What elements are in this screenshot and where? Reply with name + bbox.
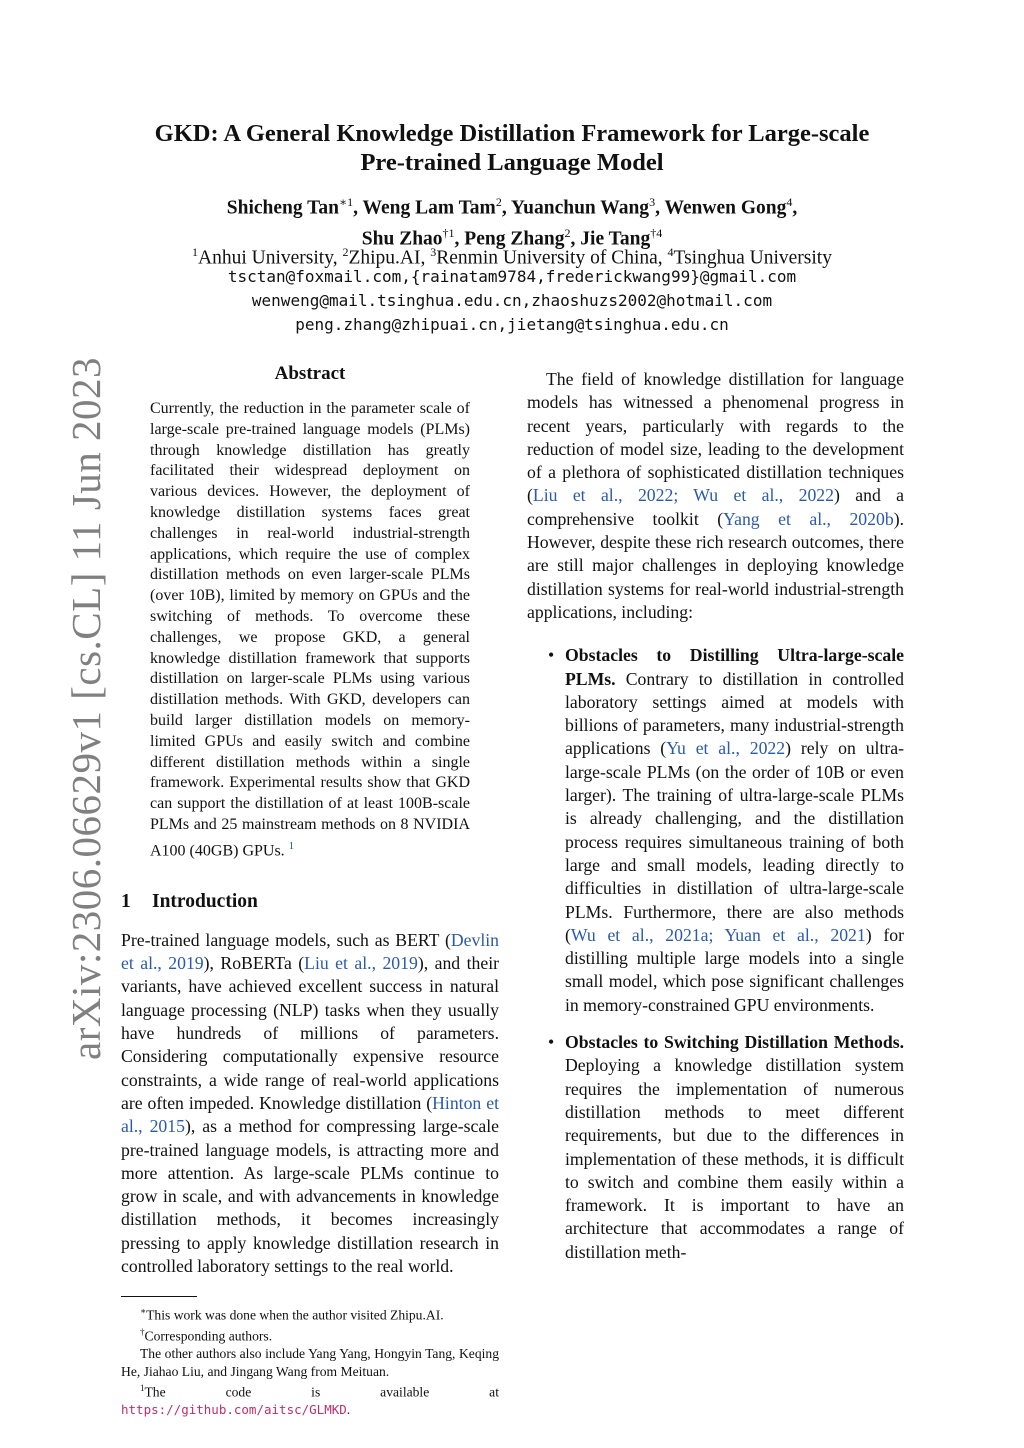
footnote-mark: ∗ — [140, 1306, 147, 1317]
text-run: Contrary to distillation in controlled laboratory settings aimed at models with billions of parameters, many industrial-strength applications ( — [565, 668, 904, 759]
text-run: The field of knowledge distillation for language models has witnessed a phenomenal progress in recent years, particularly with regards to the reduction of model size, leading to the development of a plethora of sophisticated distillation techniques ( — [527, 369, 904, 506]
author-mark: †1 — [442, 225, 455, 240]
author-name: Wenwen Gong — [664, 197, 787, 219]
email-line: tsctan@foxmail.com,{rainatam9784,frederickwang99}@gmail.com — [227, 267, 797, 286]
footnote — [121, 1380, 499, 1419]
author-name: Peng Zhang — [464, 228, 565, 249]
author-separator: , — [655, 197, 665, 219]
citation-link[interactable]: Wu et al., 2021a; Yuan et al., 2021 — [570, 924, 866, 945]
citation-link[interactable]: Hinton et al., 2015 — [121, 1092, 499, 1137]
footnote-mark: 1 — [140, 1383, 145, 1394]
paper-title — [100, 119, 924, 177]
author-name: Jie Tang — [580, 228, 651, 249]
footnote-text: This work was done when the author visited Zhipu.AI. — [146, 1307, 444, 1323]
author-mark: ∗1 — [338, 195, 354, 209]
citation-link[interactable]: Yu et al., 2022 — [666, 738, 786, 759]
title-line: Pre-trained Language Model — [360, 149, 664, 176]
author-name: Weng Lam Tam — [362, 197, 496, 219]
bullet-icon: • — [548, 645, 555, 666]
text-run: Pre-trained language models, such as BERT ( — [121, 929, 451, 950]
text-run: ), and their variants, have achieved excellent success in natural language processing (NLP) tasks when they usually have hundreds of millions of parameters. Considering computationally expensive resource constraints, a wide range of real-world applications are often impeded. Knowledge distillation ( — [121, 953, 500, 1113]
intro-paragraph — [527, 368, 904, 624]
author-name: Shicheng Tan — [226, 197, 339, 219]
affiliation-mark: 3 — [430, 245, 437, 259]
abstract-heading: Abstract — [274, 363, 346, 384]
email-line: wenweng@mail.tsinghua.edu.cn,zhaoshuzs2002@hotmail.com — [251, 291, 773, 310]
author-name: Yuanchun Wang — [510, 197, 650, 219]
affiliation-name: Renmin University of China — [436, 247, 658, 269]
footnote-text: . — [346, 1402, 351, 1418]
author-mark: 2 — [564, 225, 571, 240]
affiliation-separator: , — [332, 247, 343, 269]
text-run: ), RoBERTa ( — [203, 953, 305, 974]
citation-link[interactable]: Liu et al., 2022; Wu et al., 2022 — [532, 485, 834, 506]
footnote-divider — [121, 1296, 197, 1297]
abstract-text — [150, 399, 470, 862]
email-line: peng.zhang@zhipuai.cn,jietang@tsinghua.edu.cn — [295, 315, 729, 334]
author-name: Shu Zhao — [361, 228, 443, 249]
email-list — [100, 265, 924, 337]
bullet-icon: • — [548, 1032, 555, 1053]
author-separator: , — [792, 197, 798, 219]
section-heading — [121, 890, 499, 914]
affiliation-separator: , — [657, 247, 668, 269]
bullet-text — [565, 1031, 904, 1264]
author-mark: 2 — [495, 195, 502, 209]
footnote — [121, 1324, 499, 1345]
footnote: The other authors also include Yang Yang, Hongyin Tang, Keqing He, Jiahao Liu, and Jingang Wang from Meituan. — [121, 1346, 499, 1379]
author-separator: , — [570, 228, 581, 249]
author-separator: , — [501, 197, 511, 219]
affiliation-mark: 1 — [192, 245, 199, 259]
author-mark: 3 — [649, 195, 656, 209]
text-run: ), as a method for compressing large-scale pre-trained language models, is attracting more and more attention. As large-scale PLMs continue to grow in scale, and with advancements in knowledge distillation methods, it becomes increasingly pressing to apply knowledge distillation research in controlled laboratory settings to the real world. — [121, 1116, 499, 1277]
author-mark: †4 — [650, 225, 663, 240]
list-item — [527, 644, 904, 1017]
section-number: 1 — [121, 890, 131, 912]
challenge-list — [527, 644, 904, 1264]
citation-link[interactable]: Yang et al., 2020b — [723, 508, 894, 529]
author-separator: , — [454, 228, 465, 249]
intro-paragraph — [121, 929, 499, 1278]
title-line: GKD: A General Knowledge Distillation Framework for Large-scale — [154, 120, 870, 147]
author-mark: 4 — [786, 195, 793, 209]
arxiv-identifier: arXiv:2306.06629v1 [cs.CL] 11 Jun 2023 — [63, 356, 109, 1060]
bullet-heading: Obstacles to Distilling Ultra-large-scale PLMs. — [565, 645, 904, 689]
text-run: ) for distilling multiple large models into a single small model, which pose significant challenges in memory-constrained GPU environments. — [565, 924, 904, 1015]
text-run: ) and a comprehensive toolkit ( — [527, 485, 905, 529]
affiliation-name: Anhui University — [198, 247, 333, 269]
section-title: Introduction — [152, 890, 258, 912]
affiliation-separator: , — [420, 247, 431, 269]
citation-link[interactable]: Devlin et al., 2019 — [121, 929, 499, 974]
right-column — [527, 368, 904, 1278]
footnote-text: The code is available at — [144, 1384, 499, 1400]
text-run: Deploying a knowledge distillation system requires the implementation of numerous distillation methods to meet different requirements, but due to the differences in implementation of these methods, it is difficult to switch and combine them easily within a framework. It is important to have an architecture that accommodates a range of distillation meth- — [565, 1055, 904, 1262]
list-item — [527, 1031, 904, 1264]
author-separator: , — [353, 197, 363, 219]
bullet-heading: Obstacles to Switching Distillation Methods. — [565, 1032, 904, 1053]
affiliation-name: Tsinghua University — [673, 247, 832, 269]
affiliation-name: Zhipu.AI — [348, 247, 421, 269]
citation-link[interactable]: Liu et al., 2019 — [304, 953, 418, 974]
footnote — [121, 1303, 499, 1324]
code-link[interactable]: https://github.com/aitsc/GLMKD — [121, 1402, 347, 1418]
text-run: ). However, despite these rich research outcomes, there are still major challenges in deploying knowledge distillation systems for real-world industrial-strength applications, including: — [527, 508, 904, 622]
author-line — [100, 190, 924, 221]
affiliation-mark: 2 — [342, 245, 349, 259]
abstract-body: Currently, the reduction in the parameter scale of large-scale pre-trained language models (PLMs) through knowledge distillation has greatly facilitated their widespread deployment on various devices. However, the deployment of knowledge distillation systems faces great challenges in real-world industrial-strength applications, which require the use of complex distillation methods on even larger-scale PLMs (over 10B), limited by memory on GPUs and the switching of methods. To overcome these challenges, we propose GKD, a general knowledge distillation framework that supports distillation on larger-scale PLMs using various distillation methods. With GKD, developers can build larger distillation models on memory-limited GPUs and easily switch and combine different distillation methods within a single framework. Experimental results show that GKD can support the distillation of at least 100B-scale PLMs and 25 mainstream methods on 8 NVIDIA A100 (40GB) GPUs. — [150, 400, 470, 860]
footnote-ref[interactable]: 1 — [288, 839, 295, 852]
footnote-text: Corresponding authors. — [144, 1328, 273, 1344]
text-run: ) rely on ultra-large-scale PLMs (on the order of 10B or even larger). The training of ultra-large-scale PLMs is already challenging, and the distillation process requires simultaneous training of both large and small models, leading directly to difficulties in distillation of ultra-large-scale PLMs. Furthermore, there are also methods ( — [565, 738, 905, 945]
footnote-mark: † — [140, 1327, 145, 1338]
left-column — [121, 362, 499, 1419]
affiliation-mark: 4 — [667, 245, 674, 259]
bullet-text — [565, 644, 904, 1017]
